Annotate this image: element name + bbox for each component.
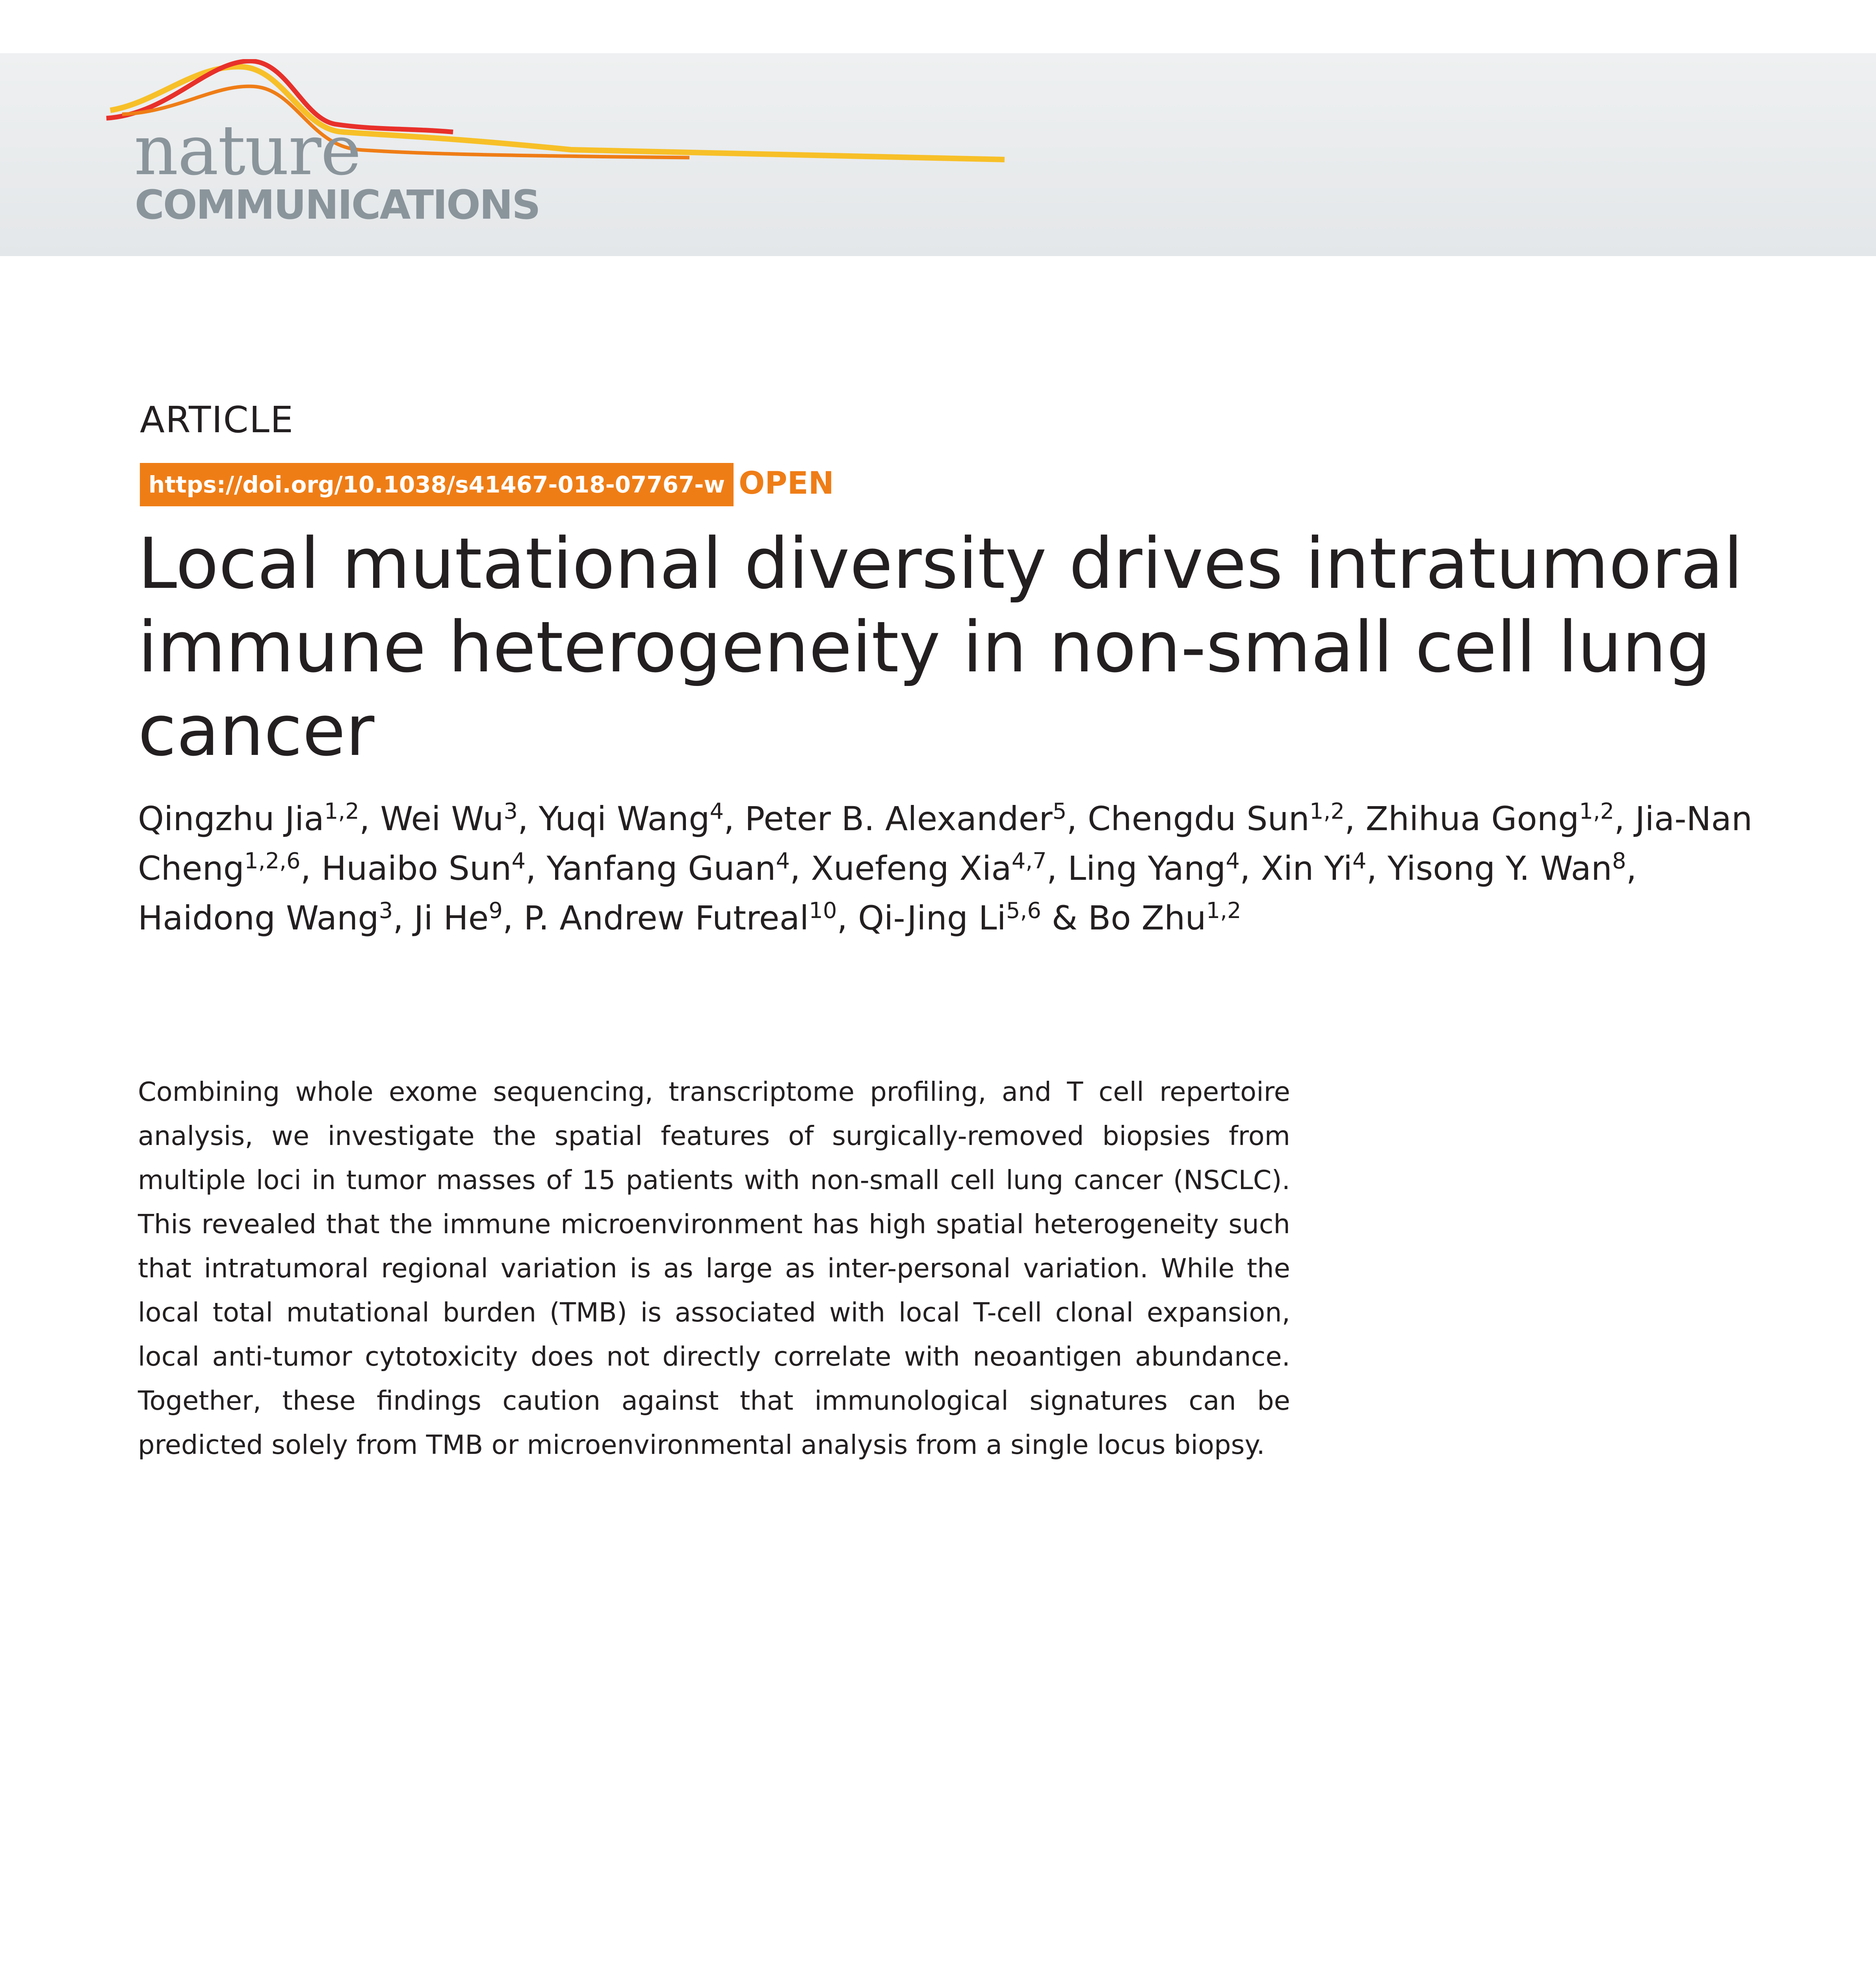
author: [539, 799, 724, 838]
author: [1261, 849, 1366, 888]
author-name: Yuqi Wang: [539, 799, 710, 838]
author-affiliation-marker: 5: [1052, 799, 1067, 824]
author: [547, 849, 790, 888]
author: [138, 899, 393, 937]
author-affiliation-marker: 4: [511, 848, 526, 874]
author-name: Wei Wu: [380, 799, 504, 838]
author-affiliation-marker: 1,2: [1206, 898, 1241, 924]
author-name: Ji He: [414, 899, 489, 937]
author-affiliation-marker: 4,7: [1011, 848, 1047, 874]
article-title: Local mutational diversity drives intratumoral immune heterogeneity in non-small cell lung cancer: [138, 523, 1743, 771]
author: [1088, 899, 1241, 937]
author-affiliation-marker: 1,2: [1309, 799, 1345, 824]
author: [1088, 799, 1345, 838]
author: [1387, 849, 1626, 888]
author: [858, 899, 1041, 937]
author-affiliation-marker: 4: [710, 799, 724, 824]
author-name: Yanfang Guan: [546, 849, 776, 888]
author-list: Qingzhu Jia$^{1,2}$, Wei Wu$^3$, Yuqi Wang$^4$, Peter B. Alexander$^5$, Chengdu Sun$^{1,2}$, Zhihua Gong$^{1,2}$, Jia-Nan Cheng$^{1,2,6}$, Huaibo Sun$^4$, Yanfang Guan$^4$, Xuefeng Xia$^{4,7}$, Ling Yang$^4$, Xin Yi$^4$, Yisong Y. Wan$^8$, Haidong Wang$^3$, Ji He$^9$, P. Andrew Futreal$^{10}$, Qi-Jing Li$^{5,6}$ & Bo Zhu$^{1,2}$: [138, 799, 1753, 937]
author: [414, 899, 503, 937]
author: [138, 799, 359, 838]
doi-badge-link[interactable]: https://doi.org/10.1038/s41467-018-07767-w: [140, 463, 734, 506]
author-affiliation-marker: 4: [1226, 848, 1240, 874]
author-name: Peter B. Alexander: [745, 799, 1053, 838]
author: [1068, 849, 1240, 888]
author: [524, 899, 837, 937]
author-name: Chengdu Sun: [1087, 799, 1310, 838]
author: [1365, 799, 1614, 838]
author-affiliation-marker: 5,6: [1006, 898, 1041, 924]
author-affiliation-marker: 10: [809, 898, 837, 924]
author-affiliation-marker: 1,2,6: [244, 848, 301, 874]
author-affiliation-marker: 4: [1352, 848, 1367, 874]
author-name: P. Andrew Futreal: [524, 899, 809, 937]
author-name: Yisong Y. Wan: [1387, 849, 1612, 888]
open-access-label: OPEN: [739, 466, 834, 501]
author-name: Jia-Nan Cheng: [138, 799, 1753, 888]
author-name: Huaibo Sun: [321, 849, 512, 888]
author-name: Ling Yang: [1068, 849, 1226, 888]
author-affiliation-marker: 4: [776, 848, 790, 874]
article-type-label: ARTICLE: [140, 399, 294, 441]
logo-communications-text: COMMUNICATIONS: [135, 182, 540, 229]
author-affiliation-marker: 1,2: [324, 799, 359, 824]
author-name: Xuefeng Xia: [811, 849, 1012, 888]
abstract: Combining whole exome sequencing, transcriptome profiling, and T cell repertoire analysis, we investigate the spatial features of surgically-removed biopsies from multiple loci in tumor masses of 15 patients with non-small cell lung cancer (NSCLC). This revealed that the immune microenvironment has high spatial heterogeneity such that intratumoral regional variation is as large as inter-personal variation. While the local total mutational burden (TMB) is associated with local T-cell clonal expansion, local anti-tumor cytotoxicity does not directly correlate with neoantigen abundance. Together, these findings caution against that immunological signatures can be predicted solely from TMB or microenvironmental analysis from a single locus biopsy.: [138, 1076, 1290, 1460]
author-name: Qi-Jing Li: [858, 899, 1006, 937]
author-affiliation-marker: 1,2: [1579, 799, 1614, 824]
author-name: Qingzhu Jia: [138, 799, 324, 838]
logo-nature-text: nature: [134, 111, 361, 191]
author-name: Xin Yi: [1261, 849, 1352, 888]
author: [321, 849, 526, 888]
author-affiliation-marker: 3: [503, 799, 518, 824]
author: [380, 799, 518, 838]
author: [811, 849, 1046, 888]
author-affiliation-marker: 3: [379, 898, 393, 924]
author-name: Haidong Wang: [138, 899, 379, 937]
author-name: Bo Zhu: [1088, 899, 1206, 937]
author-affiliation-marker: 9: [489, 898, 503, 924]
author: [745, 799, 1067, 838]
author-name: Zhihua Gong: [1365, 799, 1579, 838]
author-affiliation-marker: 8: [1612, 848, 1626, 874]
